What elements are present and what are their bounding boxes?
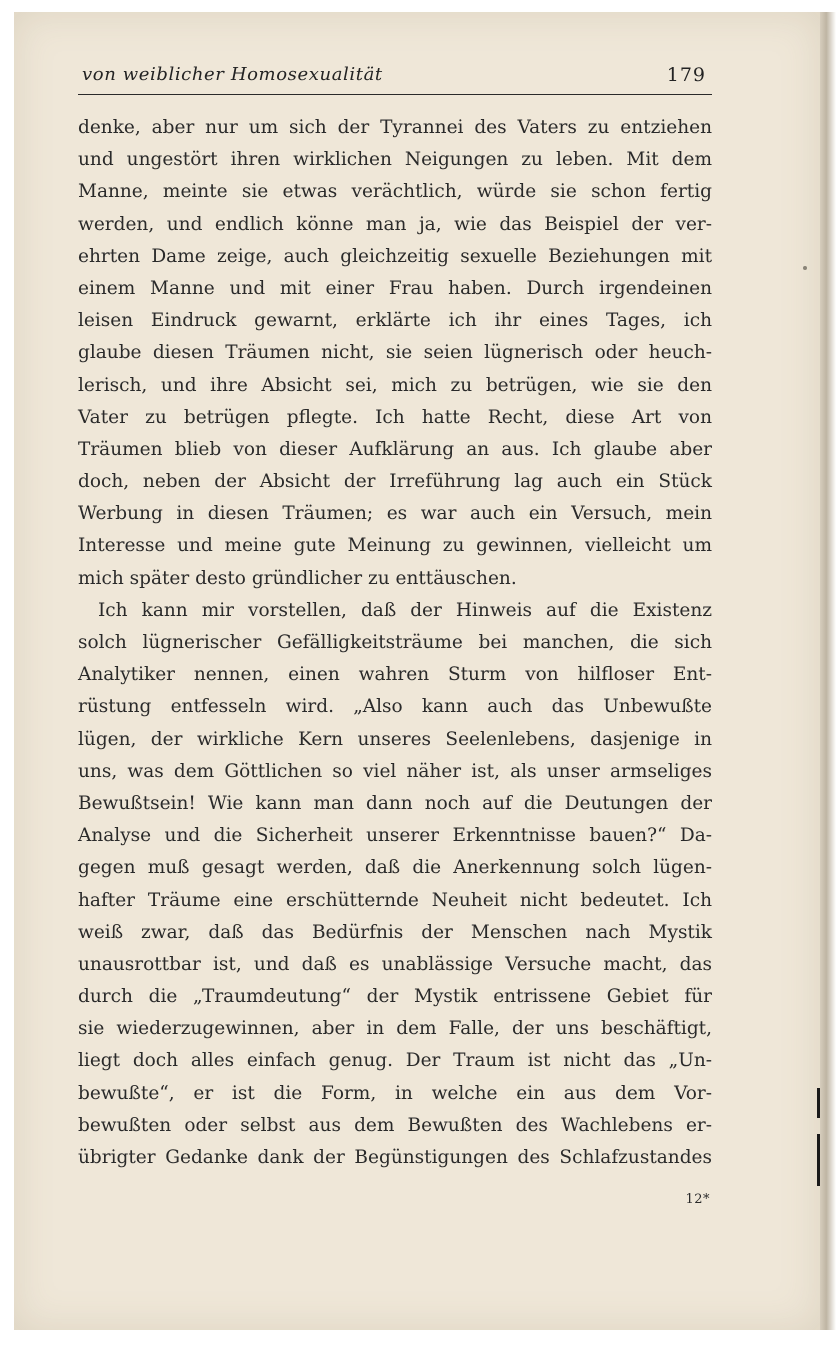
text-line: hafter Träume eine erschütternde Neuheit nicht bedeutet. Ich: [78, 889, 712, 911]
ink-speck: [803, 266, 807, 270]
text-line: Ich kann mir vorstellen, daß der Hinweis auf die Existenz: [98, 599, 712, 621]
text-line: einem Manne und mit einer Frau haben. Durch irgendeinen: [78, 277, 712, 299]
binding-edge-mark-lower: [817, 1134, 820, 1186]
text-line: glaube diesen Träumen nicht, sie seien lügnerisch oder heuch-: [78, 342, 712, 364]
page-number: 179: [666, 64, 706, 86]
text-line: Manne, meinte sie etwas verächtlich, würde sie schon fertig: [78, 181, 712, 203]
text-line: Träumen blieb von dieser Aufklärung an aus. Ich glaube aber: [78, 438, 712, 460]
text-line: Analytiker nennen, einen wahren Sturm von hilfloser Ent-: [78, 664, 712, 686]
text-line: Bewußtsein! Wie kann man dann noch auf die Deutungen der: [78, 792, 712, 814]
running-header-title: von weiblicher Homosexualität: [82, 64, 383, 85]
text-line: lerisch, und ihre Absicht sei, mich zu betrügen, wie sie den: [78, 374, 712, 396]
text-line: gegen muß gesagt werden, daß die Anerkennung solch lügen-: [78, 857, 712, 879]
text-line: unausrottbar ist, und daß es unablässige Versuche macht, das: [78, 953, 712, 975]
binding-edge-mark-upper: [817, 1088, 820, 1118]
text-line: übrigter Gedanke dank der Begünstigungen des Schlafzustandes: [78, 1147, 712, 1168]
text-line: leisen Eindruck gewarnt, erklärte ich ihr eines Tages, ich: [78, 310, 712, 332]
text-line: doch, neben der Absicht der Irreführung lag auch ein Stück: [78, 471, 712, 493]
text-line: sie wiederzugewinnen, aber in dem Falle, der uns beschäftigt,: [78, 1018, 712, 1040]
text-line: uns, was dem Göttlichen so viel näher ist, als unser armseliges: [78, 760, 712, 782]
page-edge-shadow: [820, 12, 836, 1330]
text-line: lügen, der wirkliche Kern unseres Seelenlebens, dasjenige in: [78, 728, 712, 750]
text-line: Analyse und die Sicherheit unserer Erkenntnisse bauen?“ Da-: [78, 825, 712, 847]
paragraph-1: [78, 112, 712, 595]
text-line: Interesse und meine gute Meinung zu gewinnen, vielleicht um: [78, 535, 712, 557]
text-line: und ungestört ihren wirklichen Neigungen zu leben. Mit dem: [78, 149, 712, 171]
text-line: Vater zu betrügen pflegte. Ich hatte Recht, diese Art von: [78, 406, 712, 428]
running-header: [78, 58, 712, 95]
text-line: bewußte“, er ist die Form, in welche ein aus dem Vor-: [78, 1082, 712, 1104]
text-line: werden, und endlich könne man ja, wie das Beispiel der ver-: [78, 213, 712, 235]
text-line: rüstung entfesseln wird. „Also kann auch das Unbewußte: [78, 696, 712, 718]
text-line: weiß zwar, daß das Bedürfnis der Menschen nach Mystik: [78, 921, 712, 943]
text-line: denke, aber nur um sich der Tyrannei des Vaters zu entziehen: [78, 117, 712, 138]
text-line: ehrten Dame zeige, auch gleichzeitig sexuelle Beziehungen mit: [78, 245, 712, 267]
text-line: durch die „Traumdeutung“ der Mystik entrissene Gebiet für: [78, 986, 712, 1008]
text-line: bewußten oder selbst aus dem Bewußten des Wachlebens er-: [78, 1114, 712, 1136]
text-line: mich später desto gründlicher zu enttäuschen.: [78, 567, 517, 589]
text-line: Werbung in diesen Träumen; es war auch ein Versuch, mein: [78, 503, 712, 525]
body-text: [78, 112, 712, 1174]
printer-signature: 12*: [685, 1192, 710, 1207]
text-line: solch lügnerischer Gefälligkeitsträume bei manchen, die sich: [78, 632, 712, 653]
text-line: liegt doch alles einfach genug. Der Traum ist nicht das „Un-: [78, 1050, 712, 1072]
paragraph-2: [78, 595, 712, 1174]
